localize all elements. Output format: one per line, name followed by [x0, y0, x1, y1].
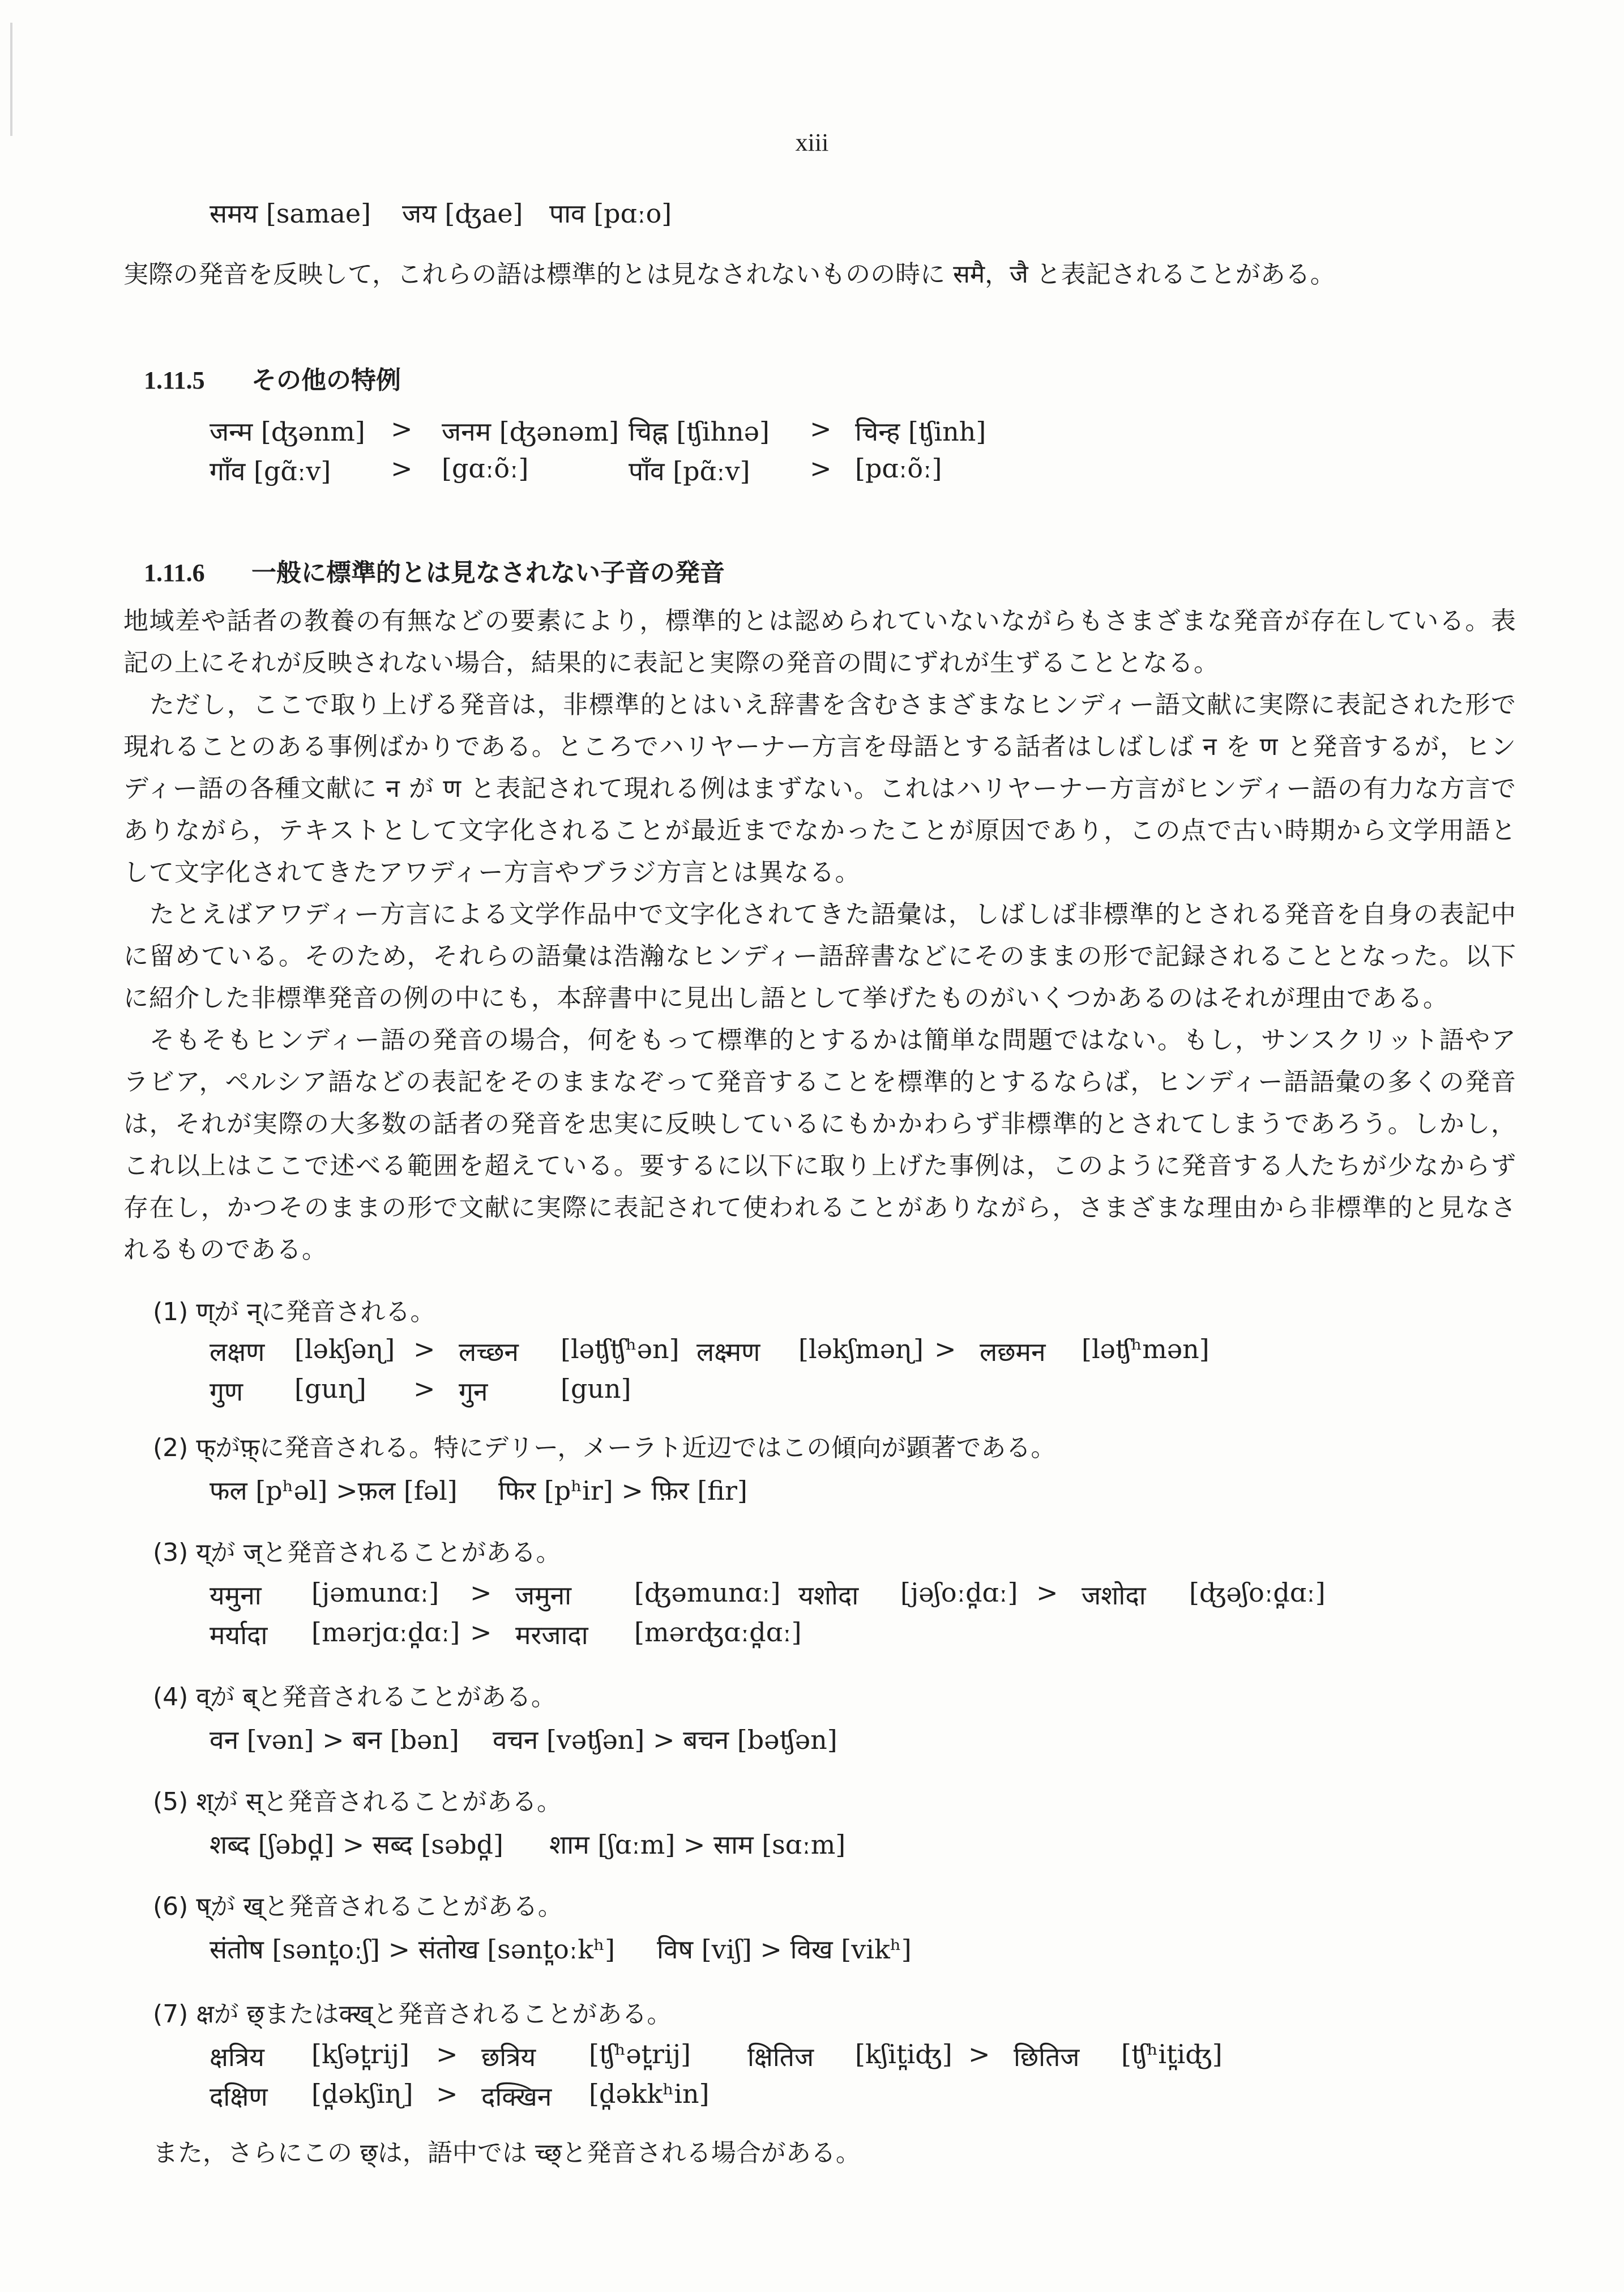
example-ipa: [ʧʰit̪iʤ] [1121, 2039, 1223, 2069]
body-text [123, 600, 1516, 1271]
rule-item-label: (2) फ्がफ़्に発音される。特にデリー，メーラト近辺ではこの傾向が顕著である。 [153, 1433, 1056, 1462]
arrow-sign: > [470, 1577, 492, 1608]
example-pair: शब्द [ʃəbd̪] > सब्द [səbd̪] [210, 1829, 504, 1860]
example-word: जशोदा [1082, 1580, 1146, 1611]
example-row [210, 2078, 1342, 2112]
example-word: लच्छन [459, 1337, 519, 1367]
example-word: गुन [459, 1376, 488, 1407]
example-ipa: [ʧʰət̪rij] [589, 2039, 691, 2069]
arrow-sign: > [968, 2039, 990, 2069]
example-row [210, 1334, 1342, 1368]
example-word: मरजादा [515, 1620, 588, 1650]
example-row [210, 1722, 1342, 1756]
example-word: गुण [210, 1376, 243, 1407]
arrow-sign: > [436, 2039, 458, 2069]
top-note: 実際の発音を反映して，これらの語は標準的とは見なされないものの時に समै，जै と表記されることがある。 [123, 260, 1335, 289]
example-row [210, 1577, 1342, 1611]
example-word: दक्षिण [210, 2081, 268, 2112]
rule-item-label: (1) ण्が न्に発音される。 [153, 1297, 435, 1326]
top-examples [210, 195, 719, 229]
example-word: छितिज [1014, 2042, 1080, 2072]
example-ipa: [ʤəmunɑː] [634, 1577, 781, 1608]
scan-edge-mark [10, 23, 12, 136]
example-ipa: [mərʤɑːd̪ɑː] [634, 1617, 802, 1647]
rule-item-label: (6) ष्が ख्と発音されることがある。 [153, 1892, 563, 1921]
example-ipa: [ʤəʃoːd̪ɑː] [1189, 1577, 1326, 1608]
example-pair: वन [vən] > बन [bən] [210, 1725, 459, 1755]
example-word: चिन्ह [ʧinh] [855, 416, 986, 447]
arrow-sign: > [413, 1373, 435, 1404]
paragraph: ただし，ここで取り上げる発音は，非標準的とはいえ辞書を含むさまざまなヒンディー語文献に実際に表記された形で現れることのある事例ばかりである。ところでハリヤーナー方言を母語とする話者はしばしば न を ण と発音するが，ヒンディー語の各種文献に न が ण と表記されて現れる例はまずない。これはハリヤーナー方言がヒンディー語の有力な方言でありながら，テキストとして文字化されることが最近までなかったことが原因であり，この点で古い時期から文学用語として文字化されてきたアワディー方言やブラジ方言とは異なる。 [123, 690, 1516, 887]
example-ipa: [mərjɑːd̪ɑː] [311, 1617, 460, 1647]
example-word: जमुना [515, 1580, 572, 1611]
example-row [210, 413, 1059, 447]
example-ipa: [ləkʃməɳ] [798, 1334, 924, 1364]
rule-item-label: (7) क्षが छ्またはक्ख्と発音されることがある。 [153, 2000, 672, 2029]
paragraph: そもそもヒンディー語の発音の場合，何をもって標準的とするかは簡単な問題ではない。もし，サンスクリット語やアラビア，ペルシア語などの表記をそのままなぞって発音することを標準的とするならば，ヒンディー語語彙の多くの発音は，それが実際の大多数の話者の発音を忠実に反映しているにもかかわらず非標準的とされてしまうであろう。しかし，これ以上はここで述べる範囲を超えている。要するに以下に取り上げた事例は，このように発音する人たちが少なからず存在し，かつそのままの形で文献に実際に表記されて使われることがありながら，さまざまな理由から非標準的と見なされるものである。 [123, 1026, 1516, 1264]
example-ipa: [d̪əkkʰin] [589, 2078, 710, 2109]
section-number: 1.11.6 [144, 559, 205, 587]
example-word: यशोदा [798, 1580, 859, 1611]
example-word: लछमन [980, 1337, 1046, 1367]
example-ipa: [kʃət̪rij] [311, 2039, 409, 2069]
page-number: xiii [795, 129, 829, 156]
example-pair: शाम [ʃɑːm] > साम [sɑːm] [549, 1829, 846, 1860]
example-row [210, 453, 1059, 487]
arrow-sign: > [934, 1334, 956, 1364]
example-word: छत्रिय [481, 2042, 536, 2072]
example-ipa: [guɳ] [294, 1373, 366, 1404]
example-word: पाँव [pɑ̃ːv] [629, 456, 750, 486]
example-word: [gɑːõː] [442, 453, 529, 484]
arrow-sign: > [810, 413, 832, 444]
example-row [210, 1617, 1342, 1651]
example-pair: फल [pʰəl] >फ़ल [fəl] [210, 1475, 458, 1506]
example-ipa: [ləʧʰmən] [1082, 1334, 1210, 1364]
arrow-sign: > [1036, 1577, 1058, 1608]
example-word: दक्खिन [481, 2081, 552, 2112]
section-heading-1115 [144, 360, 401, 396]
arrow-sign: > [810, 453, 832, 484]
paragraph: 地域差や話者の教養の有無などの要素により，標準的とは認められていないながらもさまざまな発音が存在している。表記の上にそれが反映されない場合，結果的に表記と実際の発音の間にずれが生ずることとなる。 [123, 607, 1516, 677]
example-row [210, 1826, 1342, 1860]
rule-item-label: (3) य्が ज्と発音されることがある。 [153, 1538, 561, 1567]
example-row [210, 1373, 1342, 1407]
example-pair: संतोष [sənt̪oːʃ] > संतोख [sənt̪oːkʰ] [210, 1934, 616, 1965]
example-word: [pɑːõː] [855, 453, 942, 484]
paragraph: たとえばアワディー方言による文学作品中で文字化されてきた語彙は，しばしば非標準的とされる発音を自身の表記中に留めている。そのため，それらの語彙は浩瀚なヒンディー語辞書などにそのままの形で記録されることとなった。以下に紹介した非標準発音の例の中にも，本辞書中に見出し語として挙げたものがいくつかあるのはそれが理由である。 [123, 900, 1516, 1013]
section-title: 一般に標準的とは見なされない子音の発音 [251, 558, 725, 587]
rule-item-label: (5) श्が स्と発音されることがある。 [153, 1787, 562, 1816]
example-pair: फिर [pʰir] > फ़िर [fir] [498, 1475, 747, 1506]
closing-note: また，さらにこの छ्は，語中では च्छ्と発音される場合がある。 [153, 2139, 861, 2167]
example-word: जन्म [ʤənm] [210, 416, 365, 447]
arrow-sign: > [391, 413, 413, 444]
example-word: मर्यादा [210, 1620, 268, 1650]
example-ipa: [gun] [561, 1373, 631, 1404]
example-ipa: [ləʧʧʰən] [561, 1334, 679, 1364]
section-number: 1.11.5 [144, 366, 205, 394]
example-word: समय [samae] [210, 198, 371, 229]
example-word: पाव [pɑːo] [549, 198, 672, 229]
example-word: लक्षण [210, 1337, 265, 1367]
example-word: लक्ष्मण [696, 1337, 760, 1367]
arrow-sign: > [436, 2078, 458, 2109]
section-title: その他の特例 [251, 366, 401, 395]
example-pair: वचन [vəʧən] > बचन [bəʧən] [493, 1725, 837, 1755]
example-ipa: [kʃit̪iʤ] [855, 2039, 952, 2069]
example-word: गाँव [gɑ̃ːv] [210, 456, 331, 486]
example-pair: विष [viʃ] > विख [vikʰ] [657, 1934, 912, 1965]
example-word: यमुना [210, 1580, 262, 1611]
example-word: क्षत्रिय [210, 2042, 264, 2072]
rule-item-label: (4) व्が ब्と発音されることがある。 [153, 1683, 556, 1711]
example-row [210, 2039, 1342, 2073]
arrow-sign: > [470, 1617, 492, 1647]
example-word: जय [ʤae] [402, 198, 523, 229]
arrow-sign: > [391, 453, 413, 484]
example-ipa: [ləkʃəɳ] [294, 1334, 395, 1364]
example-row [210, 1931, 1342, 1965]
example-word: जनम [ʤənəm] [442, 416, 619, 447]
example-word: क्षितिज [747, 2042, 814, 2072]
example-word: चिह्न [ʧihnə] [629, 416, 770, 447]
example-row [210, 1472, 1342, 1506]
example-ipa: [jəʃoːd̪ɑː] [900, 1577, 1018, 1608]
section-heading-1116 [144, 552, 725, 588]
arrow-sign: > [413, 1334, 435, 1364]
example-ipa: [d̪əkʃiɳ] [311, 2078, 413, 2109]
example-ipa: [jəmunɑː] [311, 1577, 439, 1608]
